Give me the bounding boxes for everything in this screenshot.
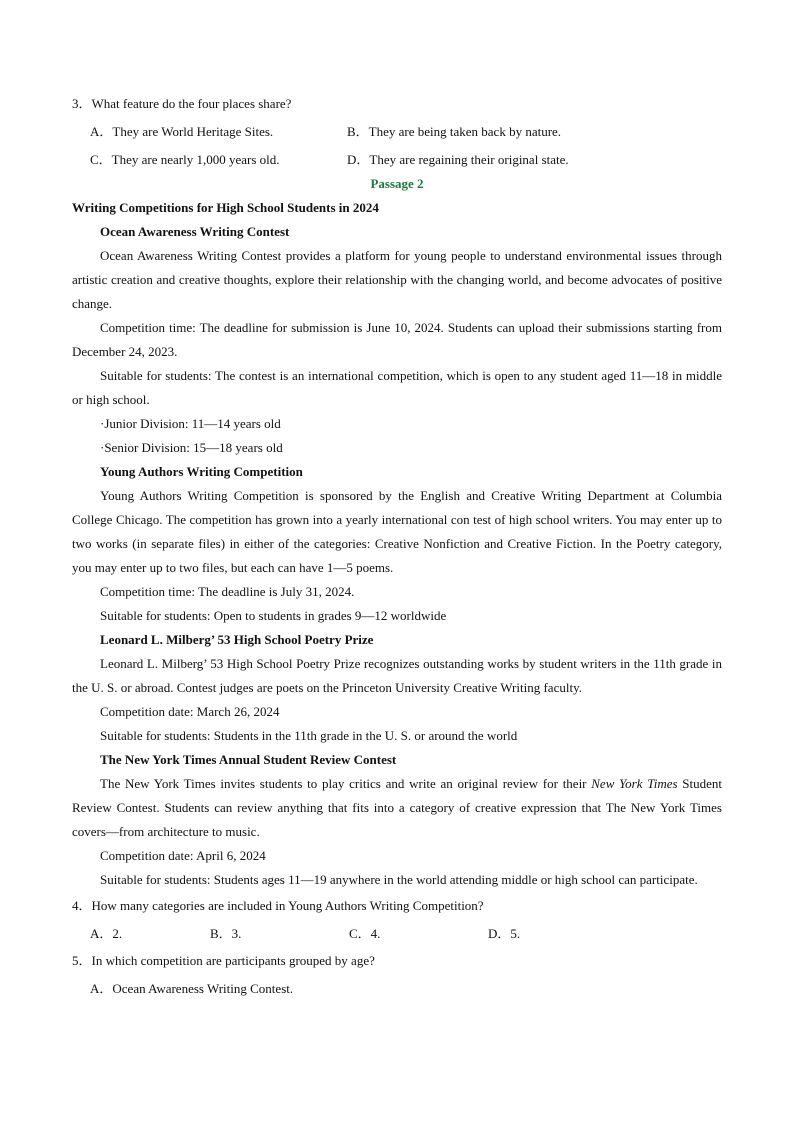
nyt-intro-pre: The New York Times invites students to play critics and write an original review for their xyxy=(100,776,592,791)
young-authors-heading: Young Authors Writing Competition xyxy=(100,464,303,479)
nyt-intro xyxy=(72,772,722,844)
question-5-options xyxy=(72,977,722,1001)
question-3-option-d[interactable]: D．They are regaining their original state. xyxy=(347,152,569,167)
young-authors-intro: Young Authors Writing Competition is sponsored by the English and Creative Writing Department at Columbia College Chicago. The competition has grown into a yearly international con test of high school writers. You may enter up to two works (in separate files) in either of the categories: Creative Nonfiction and Creative Fiction. In the Poetry category, you may enter up to two files, but each can have 1—5 poems. xyxy=(72,488,722,575)
ocean-suitable: Suitable for students: The contest is an international competition, which is open to any student aged 11—18 in middle or high school. xyxy=(72,368,722,407)
question-4-options xyxy=(72,922,722,946)
milberg-intro: Leonard L. Milberg’ 53 High School Poetry Prize recognizes outstanding works by student writers in the 11th grade in the U. S. or abroad. Contest judges are poets on the Princeton University Creative Writing faculty. xyxy=(72,656,722,695)
passage-title: Writing Competitions for High School Students in 2024 xyxy=(72,200,379,215)
question-3-stem: 3．What feature do the four places share? xyxy=(72,96,292,111)
nyt-date: Competition date: April 6, 2024 xyxy=(100,848,266,863)
question-3-option-c[interactable]: C．They are nearly 1,000 years old. xyxy=(90,152,280,167)
milberg-heading: Leonard L. Milberg’ 53 High School Poetry Prize xyxy=(100,632,374,647)
ocean-junior-division: ·Junior Division: 11—14 years old xyxy=(100,416,281,431)
milberg-suitable: Suitable for students: Students in the 11th grade in the U. S. or around the world xyxy=(100,728,518,743)
nyt-heading: The New York Times Annual Student Review Contest xyxy=(100,752,397,767)
young-authors-time: Competition time: The deadline is July 31, 2024. xyxy=(100,584,355,599)
question-5-stem: 5．In which competition are participants grouped by age? xyxy=(72,953,375,968)
question-3-options-row-2 xyxy=(72,148,722,172)
ocean-heading: Ocean Awareness Writing Contest xyxy=(100,224,290,239)
question-4-stem: 4．How many categories are included in Young Authors Writing Competition? xyxy=(72,898,484,913)
young-authors-suitable: Suitable for students: Open to students in grades 9—12 worldwide xyxy=(100,608,447,623)
ocean-senior-division: ·Senior Division: 15—18 years old xyxy=(100,440,283,455)
ocean-intro: Ocean Awareness Writing Contest provides a platform for young people to understand environmental issues through artistic creation and creative thoughts, explore their relationship with the changing world, and become advocates of positive change. xyxy=(72,248,722,311)
question-4-option-c[interactable]: C．4. xyxy=(349,926,381,941)
question-4-option-b[interactable]: B．3. xyxy=(210,926,242,941)
question-3-options-row-1 xyxy=(72,120,722,144)
question-3-option-b[interactable]: B．They are being taken back by nature. xyxy=(347,124,562,139)
question-5-option-a[interactable]: A．Ocean Awareness Writing Contest. xyxy=(90,981,294,996)
milberg-date: Competition date: March 26, 2024 xyxy=(100,704,280,719)
ocean-time: Competition time: The deadline for submission is June 10, 2024. Students can upload their submissions starting from December 24, 2023. xyxy=(72,320,722,359)
nyt-intro-italic: New York Times xyxy=(591,776,678,791)
question-4-option-a[interactable]: A．2. xyxy=(90,926,123,941)
nyt-suitable: Suitable for students: Students ages 11—19 anywhere in the world attending middle or high school can participate. xyxy=(100,872,698,887)
question-3-option-a[interactable]: A．They are World Heritage Sites. xyxy=(90,124,274,139)
nyt-intro-post: Student Review Contest. Students can review anything that fits into a category of creative expression that The New York Times covers—from architecture to music. xyxy=(72,776,722,839)
question-4-option-d[interactable]: D．5. xyxy=(488,926,521,941)
passage-label: Passage 2 xyxy=(370,176,424,191)
